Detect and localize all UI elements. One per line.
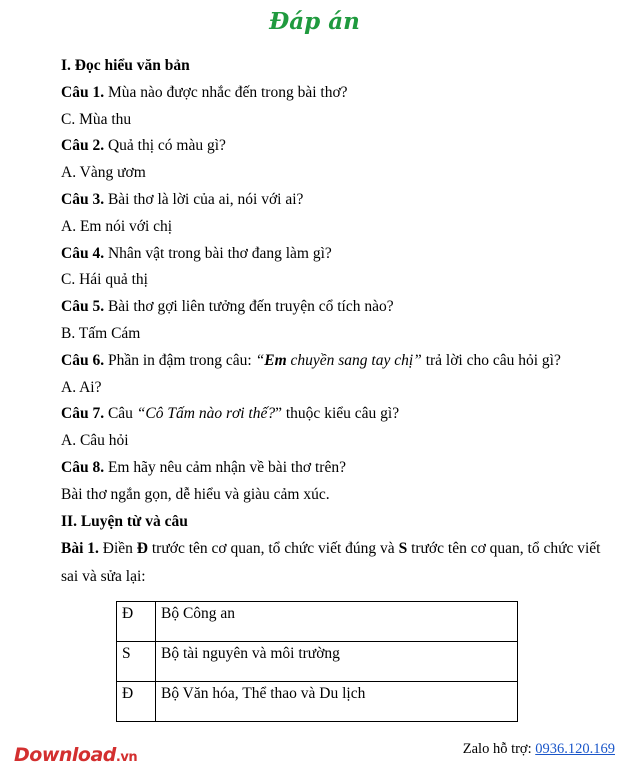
table-cell-mark: S: [117, 642, 156, 682]
question-text: Mùa nào được nhắc đến trong bài thơ?: [104, 83, 348, 101]
question-text: Quả thị có màu gì?: [104, 137, 226, 155]
exercise-1: [61, 535, 621, 591]
question-text: Em hãy nêu cảm nhận về bài thơ trên?: [104, 458, 346, 476]
section-heading-vocab: II. Luyện từ và câu: [61, 512, 188, 530]
quote-rest: chuyền sang tay chị”: [286, 351, 422, 369]
question-text: Nhân vật trong bài thơ đang làm gì?: [104, 244, 332, 262]
mark-correct: Đ: [136, 540, 148, 558]
table-cell-name: Bộ Văn hóa, Thể thao và Du lịch: [156, 682, 518, 722]
question-3: [61, 187, 621, 214]
mark-wrong: S: [398, 540, 408, 558]
question-label: Câu 1.: [61, 83, 105, 101]
answer-7: A. Câu hỏi: [61, 432, 129, 450]
table-row: [117, 682, 518, 722]
zalo-phone-link[interactable]: 0936.120.169: [535, 741, 615, 757]
question-label: Câu 3.: [61, 190, 105, 208]
table-cell-mark: Đ: [117, 602, 156, 642]
answer-6: A. Ai?: [61, 378, 102, 396]
answer-5: B. Tấm Cám: [61, 324, 141, 342]
question-text: Phần in đậm trong câu:: [104, 351, 256, 369]
question-text: Bài thơ là lời của ai, nói với ai?: [104, 190, 304, 208]
answer-4: C. Hái quả thị: [61, 271, 148, 289]
question-text: Câu: [104, 405, 137, 423]
document-content: [61, 53, 621, 591]
answer-table: [116, 601, 518, 722]
table-cell-mark: Đ: [117, 682, 156, 722]
question-6: [61, 348, 621, 375]
page-title: Đáp án: [269, 8, 360, 35]
question-4: [61, 241, 621, 268]
question-label: Câu 8.: [61, 458, 105, 476]
question-label: Câu 7.: [61, 405, 105, 423]
question-8: [61, 455, 621, 482]
answer-2: A. Vàng ươm: [61, 164, 146, 182]
question-label: Câu 4.: [61, 244, 105, 262]
question-2: [61, 133, 621, 160]
download-vn-logo[interactable]: [14, 744, 137, 766]
table-cell-name: Bộ tài nguyên và môi trường: [156, 642, 518, 682]
answer-8: Bài thơ ngắn gọn, dễ hiểu và giàu cảm xúc.: [61, 485, 330, 503]
question-text-after: trả lời cho câu hỏi gì?: [421, 351, 561, 369]
question-5: [61, 294, 621, 321]
question-text: Bài thơ gợi liên tưởng đến truyện cổ tích nào?: [104, 298, 394, 316]
answer-1: C. Mùa thu: [61, 110, 132, 128]
table-row: [117, 602, 518, 642]
answer-3: A. Em nói với chị: [61, 217, 173, 235]
exercise-label: Bài 1.: [61, 540, 99, 558]
question-label: Câu 6.: [61, 351, 105, 369]
zalo-label: Zalo hỗ trợ:: [462, 741, 536, 757]
zalo-support: [463, 741, 615, 758]
question-text-after: ” thuộc kiểu câu gì?: [275, 405, 400, 423]
question-1: [61, 80, 621, 107]
quote-text: “Cô Tấm nào rơi thế?: [136, 405, 276, 423]
table-row: [117, 642, 518, 682]
question-label: Câu 5.: [61, 298, 105, 316]
quote-open: “: [255, 351, 265, 369]
quote-bold: Em: [264, 351, 287, 369]
section-heading-reading: I. Đọc hiểu văn bản: [61, 57, 190, 74]
exercise-text: trước tên cơ quan, tổ chức viết sai và sửa lại:: [61, 540, 601, 586]
exercise-text: trước tên cơ quan, tổ chức viết đúng và: [148, 540, 399, 558]
question-7: [61, 401, 621, 428]
question-label: Câu 2.: [61, 137, 105, 155]
table-cell-name: Bộ Công an: [156, 602, 518, 642]
exercise-text: Điền: [98, 540, 137, 558]
logo-suffix: .vn: [115, 750, 138, 765]
logo-text: Download: [14, 744, 116, 766]
